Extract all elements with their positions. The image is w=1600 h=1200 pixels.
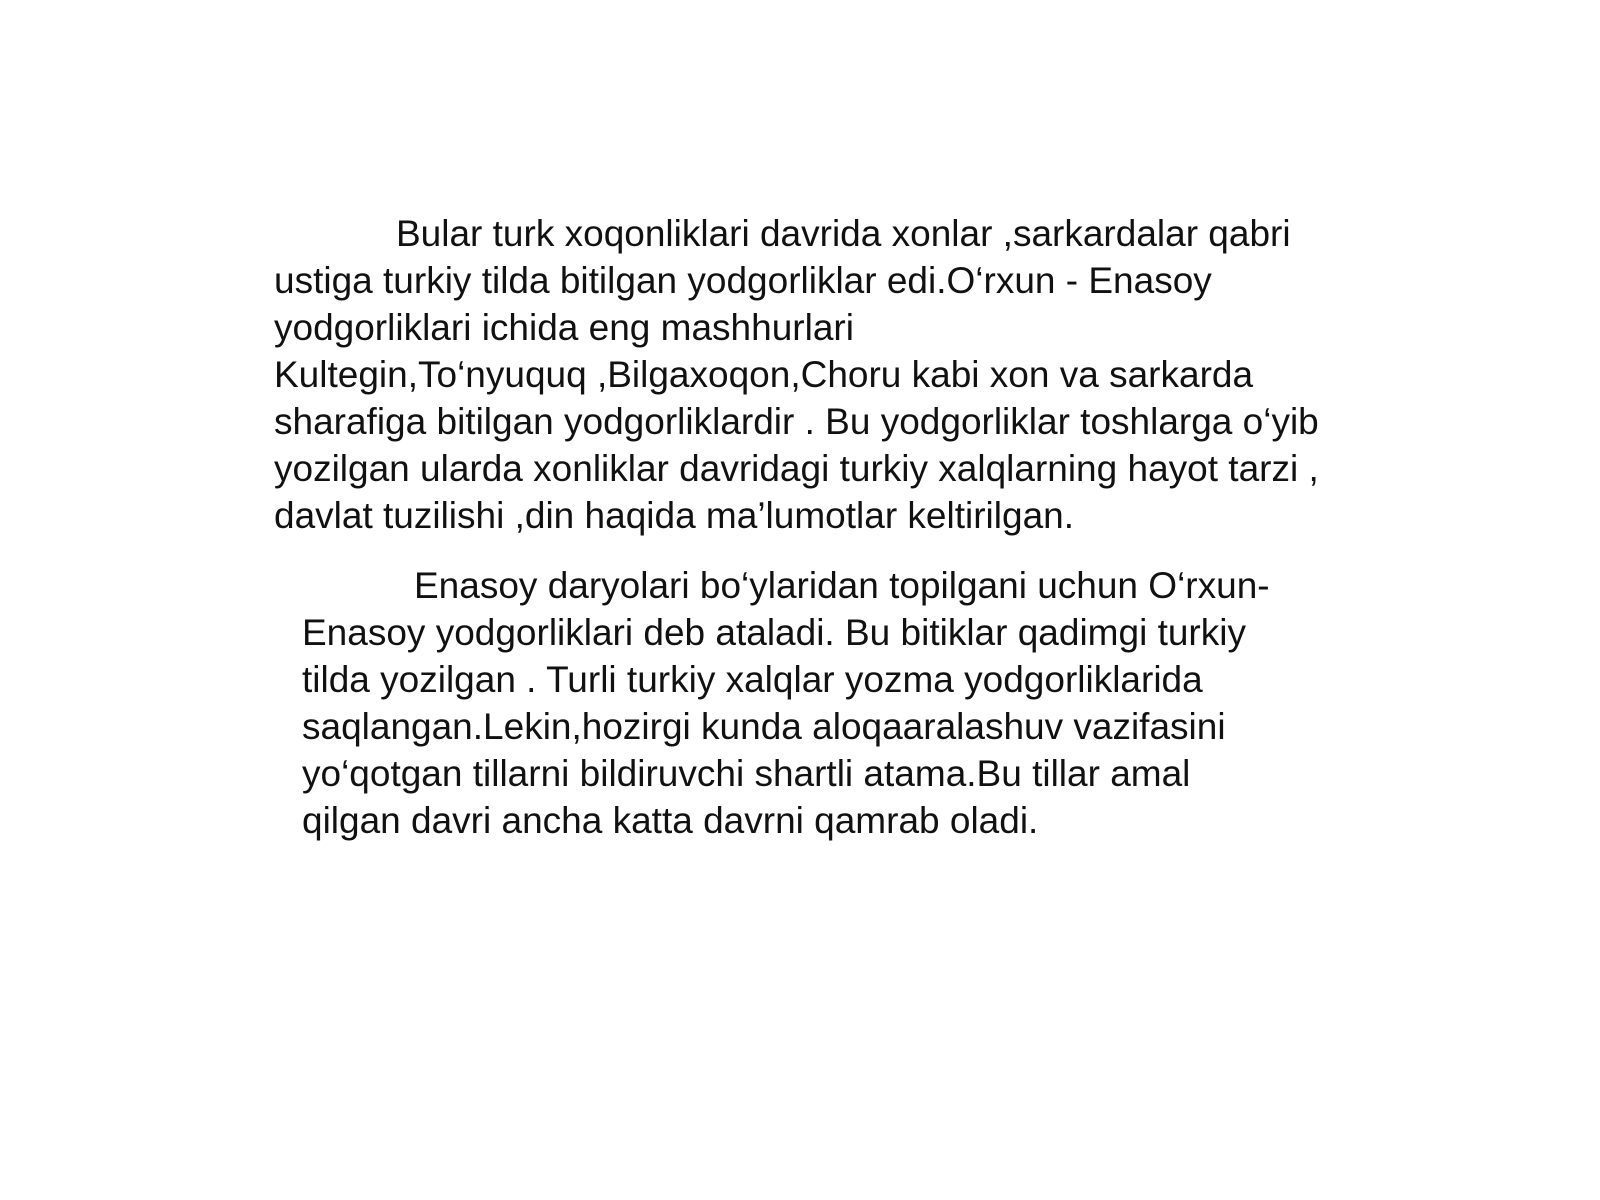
text-line: sharafiga bitilgan yodgorliklardir . Bu yodgorliklar toshlarga o‘yib [274, 401, 1319, 442]
paragraph-orkhun-monuments [274, 210, 1319, 539]
text-line: saqlangan.Lekin,hozirgi kunda aloqaaralashuv vazifasini [302, 706, 1226, 747]
text-line: Bular turk xoqonliklari davrida xonlar ,sarkardalar qabri [396, 213, 1291, 254]
text-line: yozilgan ularda xonliklar davridagi turkiy xalqlarning hayot tarzi , [274, 448, 1319, 489]
text-line: yodgorliklari ichida eng mashhurlari [274, 307, 854, 348]
text-line: Enasoy yodgorliklari deb ataladi. Bu bitiklar qadimgi turkiy [302, 612, 1246, 653]
text-line: tilda yozilgan . Turli turkiy xalqlar yozma yodgorliklarida [302, 659, 1203, 700]
paragraph-enasoy-naming [302, 562, 1270, 844]
text-line: yo‘qotgan tillarni bildiruvchi shartli atama.Bu tillar amal [302, 753, 1191, 794]
text-line: qilgan davri ancha katta davrni qamrab oladi. [302, 800, 1039, 841]
text-line: Kultegin,To‘nyuquq ,Bilgaxoqon,Choru kabi xon va sarkarda [274, 354, 1254, 395]
text-line: davlat tuzilishi ,din haqida ma’lumotlar keltirilgan. [274, 495, 1074, 536]
text-line: Enasoy daryolari bo‘ylaridan topilgani uchun O‘rxun- [414, 565, 1270, 606]
text-line: ustiga turkiy tilda bitilgan yodgorliklar edi.O‘rxun - Enasoy [274, 260, 1212, 301]
